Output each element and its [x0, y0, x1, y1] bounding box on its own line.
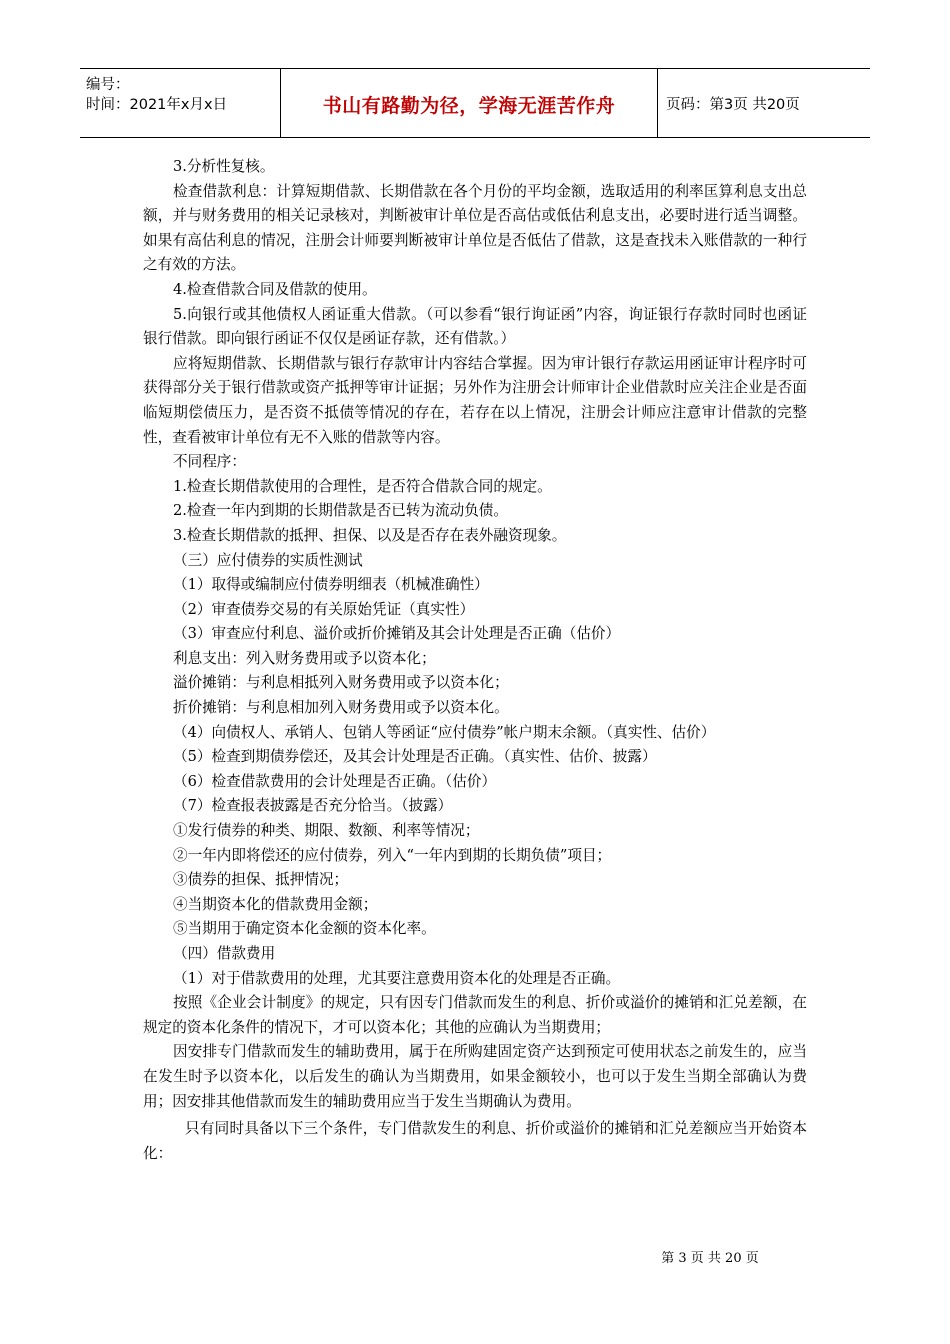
paragraph: （1）对于借款费用的处理，尤其要注意费用资本化的处理是否正确。 [173, 969, 621, 987]
paragraph: （7）检查报表披露是否充分恰当。（披露） [173, 797, 453, 815]
paragraph: 不同程序： [173, 453, 246, 471]
paragraph: 溢价摊销：与利息相抵列入财务费用或予以资本化； [173, 674, 509, 692]
list-item: ④当期资本化的借款费用金额； [173, 895, 378, 913]
footer-page-number: 第 3 页 共 20 页 [661, 1251, 759, 1266]
header-left-cell [80, 69, 281, 137]
paragraph: 4.检查借款合同及借款的使用。 [173, 280, 377, 298]
paragraph: （2）审查债券交易的有关原始凭证（真实性） [173, 600, 475, 618]
paragraph: 折价摊销：与利息相加列入财务费用或予以资本化。 [173, 699, 509, 717]
paragraph: （6）检查借款费用的会计处理是否正确。（估价） [173, 772, 497, 790]
paragraph: 5.向银行或其他债权人函证重大借款。（可以参看“银行询证函”内容，询证银行存款时同时也函证银行借款。即向银行函证不仅仅是函证存款，还有借款。） [143, 305, 807, 348]
paragraph: （5）检查到期债券偿还，及其会计处理是否正确。（真实性、估价、披露） [173, 748, 657, 766]
paragraph: 检查借款利息：计算短期借款、长期借款在各个月份的平均金额，选取适用的利率匡算利息支出总额，并与财务费用的相关记录核对，判断被审计单位是否高估或低估利息支出，必要时进行适当调整。如果有高估利息的情况，注册会计师要判断被审计单位是否低估了借款，这是查找未入账借款的一种行之有效的方法。 [143, 182, 807, 274]
paragraph: 3.检查长期借款的抵押、担保、以及是否存在表外融资现象。 [173, 526, 567, 544]
list-item: ⑤当期用于确定资本化金额的资本化率。 [173, 920, 436, 938]
paragraph: 1.检查长期借款使用的合理性，是否符合借款合同的规定。 [173, 477, 552, 495]
header-motto: 书山有路勤为径，学海无涯苦作舟 [322, 95, 616, 117]
paragraph: 应将短期借款、长期借款与银行存款审计内容结合掌握。因为审计银行存款运用函证审计程序时可获得部分关于银行借款或资产抵押等审计证据；另外作为注册会计师审计企业借款时应关注企业是否面临短期偿债压力，是否资不抵债等情况的存在，若存在以上情况，注册会计师应注意审计借款的完整性，查看被审计单位有无不入账的借款等内容。 [143, 354, 807, 446]
header-table [80, 68, 870, 138]
paragraph: 2.检查一年内到期的长期借款是否已转为流动负债。 [173, 502, 508, 520]
paragraph: 3.分析性复核。 [173, 158, 275, 175]
list-item: ①发行债券的种类、期限、数额、利率等情况； [173, 822, 480, 840]
paragraph: （4）向债权人、承销人、包销人等函证“应付债券”帐户期末余额。（真实性、估价） [173, 723, 716, 741]
section-heading: （三）应付债券的实质性测试 [173, 551, 363, 569]
page-footer [0, 1247, 950, 1266]
paragraph: （1）取得或编制应付债券明细表（机械准确性） [173, 576, 489, 594]
paragraph: 按照《企业会计制度》的规定，只有因专门借款而发生的利息、折价或溢价的摊销和汇兑差额，在规定的资本化条件的情况下，才可以资本化；其他的应确认为当期费用； [143, 994, 807, 1036]
section-heading: （四）借款费用 [173, 945, 276, 962]
paragraph: 因安排专门借款而发生的辅助费用，属于在所购建固定资产达到预定可使用状态之前发生的，应当在发生时予以资本化，以后发生的确认为当期费用，如果金额较小，也可以于发生当期全部确认为费用；因安排其他借款而发生的辅助费用应当于发生当期确认为费用。 [143, 1043, 807, 1110]
list-item: ③债券的担保、抵押情况； [173, 871, 349, 889]
header-page-number: 页码：第3页 共20页 [666, 97, 800, 113]
paragraph: 只有同时具备以下三个条件，专门借款发生的利息、折价或溢价的摊销和汇兑差额应当开始资本化： [143, 1120, 807, 1162]
paragraph: （3）审查应付利息、溢价或折价摊销及其会计处理是否正确（估价） [173, 625, 621, 643]
document-number-label: 编号： [86, 77, 130, 93]
document-time-label: 时间：2021年x月x日 [86, 97, 228, 113]
list-item: ②一年内即将偿还的应付债券，列入“一年内到期的长期负债”项目； [173, 846, 612, 864]
paragraph: 利息支出：列入财务费用或予以资本化； [173, 649, 436, 667]
header-motto-cell [281, 69, 658, 137]
document-body [143, 155, 807, 1166]
header-page-cell [658, 69, 870, 137]
